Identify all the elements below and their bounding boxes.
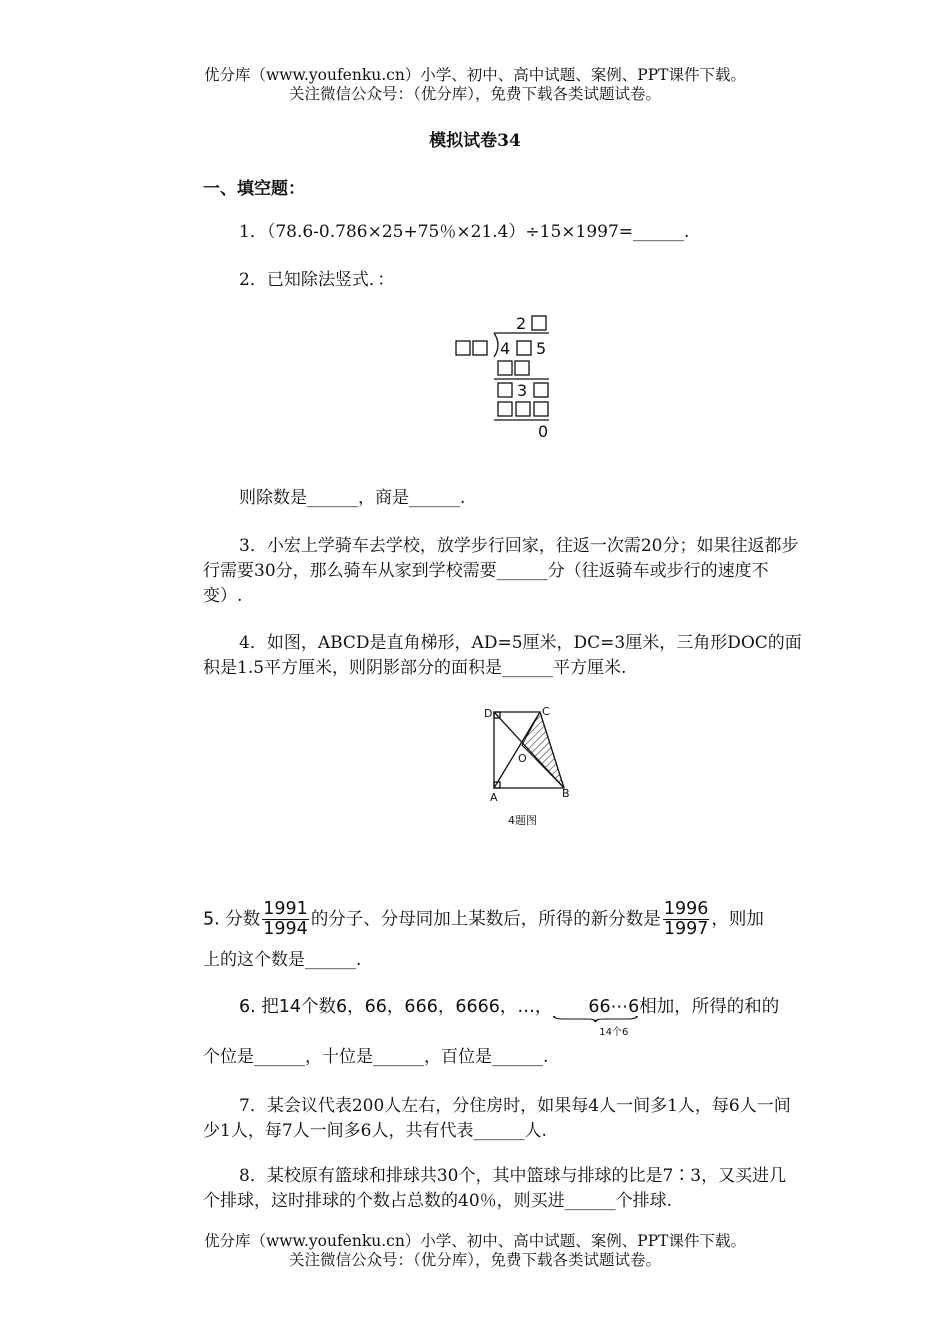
question-8: 8．某校原有篮球和排球共30个，其中篮球与排球的比是7∶3，又买进几个排球，这时排球的个数占总数的40％，则买进______个排球. — [203, 1166, 787, 1211]
remainder-digit: 3 — [517, 381, 528, 400]
label-o: O — [518, 752, 527, 765]
fraction-1991-1994 — [262, 900, 309, 939]
q6-prefix: 6. 把14个数6，66，666，6666，…， — [239, 997, 553, 1017]
q5-prefix: 5. 分数 — [203, 909, 261, 930]
product1-box-2 — [515, 361, 529, 375]
label-a: A — [490, 791, 498, 804]
fraction-1996-1997 — [663, 900, 710, 939]
label-c: C — [542, 705, 550, 718]
divisor-box-2 — [473, 341, 487, 355]
fraction-2-denominator: 1997 — [663, 919, 709, 939]
label-b: B — [562, 787, 570, 800]
product2-box-1 — [498, 402, 512, 416]
question-2: 2．已知除法竖式．： — [239, 270, 395, 290]
quotient-digit: 2 — [516, 314, 527, 333]
q5-middle: 的分子、分母同加上某数后，所得的新分数是 — [310, 909, 661, 930]
underbrace-label: 14个6 — [599, 1027, 629, 1038]
fraction-2-numerator: 1996 — [663, 899, 709, 919]
dividend-box — [517, 341, 531, 355]
diagonal-db — [494, 712, 564, 788]
section-heading: 一、填空题： — [203, 179, 305, 199]
underbrace-term — [552, 994, 640, 1038]
question-6 — [203, 994, 803, 1038]
product2-box-2 — [516, 402, 530, 416]
footer-line-2: 关注微信公众号：（优分库），免费下载各类试题试卷。 — [288, 1251, 661, 1269]
division-bracket — [494, 333, 498, 357]
footer-line-1: 优分库（www.youfenku.cn）小学、初中、高中试题、案例、PPT课件下载。 — [203, 1232, 747, 1250]
q6-last-term: 66⋯6 — [588, 997, 640, 1017]
q5-suffix: ，则加 — [711, 909, 764, 930]
trapezoid-figure — [478, 700, 578, 835]
question-1: 1．（78.6-0.786×25+75％×21.4）÷15×1997=______. — [239, 222, 690, 242]
question-4: 4．如图，ABCD是直角梯形，AD=5厘米，DC=3厘米，三角形DOC的面积是1.5平方厘米，则阴影部分的面积是______平方厘米. — [203, 633, 802, 678]
question-5-line-2: 上的这个数是______. — [203, 950, 362, 970]
division-figure — [450, 312, 560, 442]
label-d: D — [484, 707, 493, 720]
question-5 — [203, 900, 803, 939]
divisor-box-1 — [456, 341, 470, 355]
remainder-box-1 — [498, 383, 512, 397]
remainder-box-2 — [534, 383, 548, 397]
page-title: 模拟试卷34 — [429, 131, 521, 151]
question-3: 3．小宏上学骑车去学校，放学步行回家，往返一次需20分；如果往返都步行需要30分，那么骑车从家到学校需要______分（往返骑车或步行的速度不变）. — [203, 536, 799, 606]
quotient-box — [532, 316, 546, 330]
dividend-digit-1: 4 — [500, 339, 511, 358]
fraction-1-numerator: 1991 — [263, 899, 308, 919]
figure-caption: 4题图 — [508, 814, 537, 827]
dividend-digit-3: 5 — [536, 339, 547, 358]
question-2-answer: 则除数是______，商是______. — [239, 488, 466, 508]
header-line-1: 优分库（www.youfenku.cn）小学、初中、高中试题、案例、PPT课件下载。 — [203, 66, 747, 84]
q6-suffix: 相加，所得的和的 — [639, 997, 780, 1017]
header-line-2: 关注微信公众号：（优分库），免费下载各类试题试卷。 — [288, 85, 661, 103]
product1-box-1 — [498, 361, 512, 375]
question-6-line-2: 个位是______，十位是______，百位是______. — [203, 1047, 549, 1067]
fraction-1-denominator: 1994 — [263, 919, 308, 939]
question-7: 7．某会议代表200人左右，分住房时，如果每4人一间多1人，每6人一间少1人，每7人一间多6人，共有代表______人. — [203, 1096, 791, 1141]
product2-box-3 — [534, 402, 548, 416]
final-remainder: 0 — [538, 422, 549, 441]
